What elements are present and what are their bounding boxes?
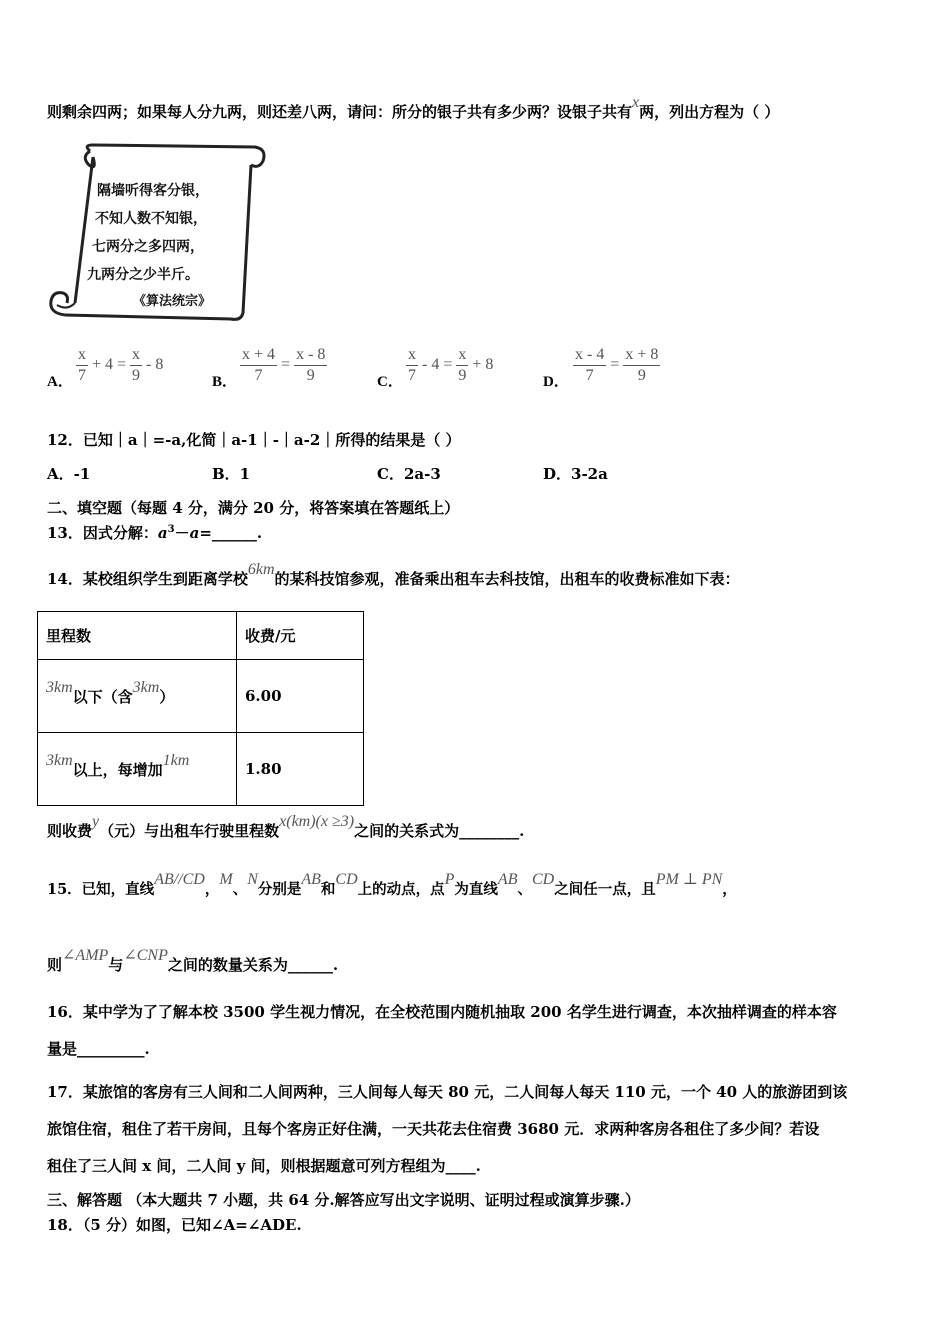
q13-minus: － xyxy=(174,524,190,542)
q14-ask-suffix: 之间的关系式为 xyxy=(354,822,460,840)
q15-p: P xyxy=(444,871,455,888)
q15-line-2 xyxy=(47,947,339,975)
q13-exponent: 3 xyxy=(167,524,175,535)
table-row xyxy=(38,660,364,733)
q15-angle-cnp: ∠CNP xyxy=(123,947,168,964)
q15-sep2: 、 xyxy=(517,881,532,898)
q17-line-3 xyxy=(47,1155,481,1176)
q14-ask-y: y xyxy=(92,813,100,830)
q11-option-a-label[interactable]: A． xyxy=(47,374,73,390)
q15-comma2: ， xyxy=(722,881,737,898)
q15-n: N xyxy=(247,871,258,888)
q16-l2-prefix: 量是 xyxy=(47,1040,78,1058)
q14-ask-prefix: 则收费 xyxy=(47,822,93,840)
fare-row-1-fee: 6.00 xyxy=(237,660,364,733)
q11-stem-text: 则剩余四两；如果每人分九两，则还差八两，请问：所分的银子共有多少两？设银子共有 xyxy=(47,103,633,121)
q11-option-c-expr: $\frac{x}{7}$ - 4 = $\frac{x}{9}$ + 8 xyxy=(408,346,494,384)
q14-distance: 6km xyxy=(247,561,275,578)
q13-a2: a xyxy=(189,524,200,542)
q15-end: . xyxy=(332,956,339,974)
q16-answer-blank[interactable]: _________ xyxy=(77,1040,145,1058)
q13-a: a xyxy=(157,524,168,542)
q11-stem-line xyxy=(47,94,780,122)
fare-row-2-fee: 1.80 xyxy=(237,733,364,806)
fare-row-1-m2: 3km xyxy=(132,678,160,696)
poem-line-3: 七两分之多四两， xyxy=(92,239,204,255)
q15-angle-amp: ∠AMP xyxy=(62,947,109,964)
q13-end: . xyxy=(256,524,263,542)
q14-ask xyxy=(47,813,525,841)
q15-answer-blank[interactable]: ______ xyxy=(287,956,333,974)
q14-ask-end: . xyxy=(519,822,525,840)
q11-option-a-expr: $\frac{x}{7}$ + 4 = $\frac{x}{9}$ - 8 xyxy=(78,346,164,384)
section-2-heading: 二、填空题（每题 4 分，满分 20 分，将答案填在答题纸上） xyxy=(47,499,460,517)
q17-line-2: 旅馆住宿，租住了若干房间，且每个客房正好住满，一天共花去住宿费 3680 元．求两种客房各租住了多少间？若设 xyxy=(47,1120,820,1138)
q15-sep1: 、 xyxy=(232,881,248,898)
q11-option-d-label[interactable]: D． xyxy=(543,374,569,390)
fare-table xyxy=(37,611,364,806)
q11-option-c-label[interactable]: C． xyxy=(377,374,403,390)
q14-ask-x: x(km)(x ≥3) xyxy=(279,813,355,830)
table-row xyxy=(38,733,364,806)
fare-header-distance: 里程数 xyxy=(38,612,237,660)
poem-line-2: 不知人数不知银， xyxy=(95,211,207,227)
q11-var: x xyxy=(632,94,640,111)
scroll-image xyxy=(45,143,270,328)
q18-stem: 18．（5 分）如图，已知∠A=∠ADE. xyxy=(47,1216,302,1234)
q13-blank[interactable]: ______ xyxy=(211,524,257,542)
fare-header-fee: 收费/元 xyxy=(237,612,364,660)
q13 xyxy=(47,522,262,543)
q15-comma1: ， xyxy=(204,881,220,898)
fare-row-2-distance xyxy=(38,733,237,806)
fare-row-2-m1: 3km xyxy=(46,751,73,769)
fare-row-1-t2: ） xyxy=(159,687,175,706)
fare-row-1-distance xyxy=(38,660,237,733)
q17-line-1: 17．某旅馆的客房有三人间和二人间两种，三人间每人每天 80 元，二人间每人每天 110 元，一个 40 人的旅游团到该 xyxy=(47,1083,848,1101)
section-3-heading: 三、解答题 （本大题共 7 小题，共 64 分.解答应写出文字说明、证明过程或演算步骤.） xyxy=(47,1191,640,1209)
poem-line-1: 隔墙听得客分银， xyxy=(97,183,209,199)
q11-option-d-expr: $\frac{x - 4}{7}$ = $\frac{x + 8}{9}$ xyxy=(575,346,659,384)
q15-line-1 xyxy=(47,871,737,899)
q15-with: 与 xyxy=(108,956,124,974)
fare-row-1-t1: 以下（含 xyxy=(72,687,133,706)
q11-option-b-expr: $\frac{x + 4}{7}$ = $\frac{x - 8}{9}$ xyxy=(242,346,326,384)
scroll-illustration xyxy=(45,143,270,328)
q12-option-b[interactable]: B．1 xyxy=(212,465,251,483)
q15-p4: 为直线 xyxy=(454,881,498,898)
q17-l3-prefix: 租住了三人间 x 间，二人间 y 间，则根据题意可列方程组为 xyxy=(47,1157,446,1175)
q12-option-a[interactable]: A．-1 xyxy=(47,465,91,483)
q15-ab2: AB xyxy=(497,871,518,888)
table-row xyxy=(38,612,364,660)
poem-line-4: 九两分之少半斤。 xyxy=(87,267,199,283)
q16-line-2 xyxy=(47,1038,150,1059)
fare-row-2-t1: 以上，每增加 xyxy=(72,760,163,779)
q15-cd2: CD xyxy=(531,871,555,888)
q15-and: 和 xyxy=(320,881,336,898)
q15-l2-prefix: 则 xyxy=(47,956,63,974)
q17-answer-blank[interactable]: ____ xyxy=(445,1157,476,1175)
q15-p5: 之间任一点，且 xyxy=(554,881,656,898)
q13-prefix: 13．因式分解： xyxy=(47,524,158,542)
q14-prefix: 14．某校组织学生到距离学校 xyxy=(47,570,248,588)
q15-p1: 15．已知，直线 xyxy=(47,881,155,898)
q15-ab-cd: AB//CD xyxy=(154,871,205,888)
poem-source: 《算法统宗》 xyxy=(133,294,212,309)
q15-m: M xyxy=(219,871,233,888)
q14-ask-mid: （元）与出租车行驶里程数 xyxy=(99,822,280,840)
q13-eq: = xyxy=(199,524,212,542)
fare-row-1-m1: 3km xyxy=(46,678,73,696)
q15-cd: CD xyxy=(335,871,358,888)
q15-ab: AB xyxy=(301,871,321,888)
q12-option-c[interactable]: C．2a-3 xyxy=(377,465,441,483)
q17-end: . xyxy=(475,1157,481,1175)
q15-p3: 上的动点，点 xyxy=(357,881,445,898)
q14-answer-blank[interactable]: ________ xyxy=(459,822,520,840)
poem-text xyxy=(87,182,211,309)
q16-end: . xyxy=(144,1040,150,1058)
q12-option-d[interactable]: D．3-2a xyxy=(543,465,608,483)
q14-stem xyxy=(47,561,740,589)
q12-stem: 12．已知｜a｜=-a,化简｜a-1｜-｜a-2｜所得的结果是（ ） xyxy=(47,431,461,449)
q14-suffix: 的某科技馆参观，准备乘出租车去科技馆，出租车的收费标准如下表： xyxy=(274,570,740,588)
q15-p2: 分别是 xyxy=(257,881,302,898)
q11-stem-end: 两，列出方程为（ ） xyxy=(639,103,780,121)
q15-perp: PM ⊥ PN xyxy=(655,871,723,888)
q16-line-1: 16．某中学为了了解本校 3500 学生视力情况，在全校范围内随机抽取 200 名学生进行调查，本次抽样调查的样本容 xyxy=(47,1003,837,1021)
fare-row-2-m2: 1km xyxy=(162,751,190,769)
q15-l2-suffix: 之间的数量关系为 xyxy=(167,956,288,974)
q11-option-b-label[interactable]: B． xyxy=(212,374,238,390)
